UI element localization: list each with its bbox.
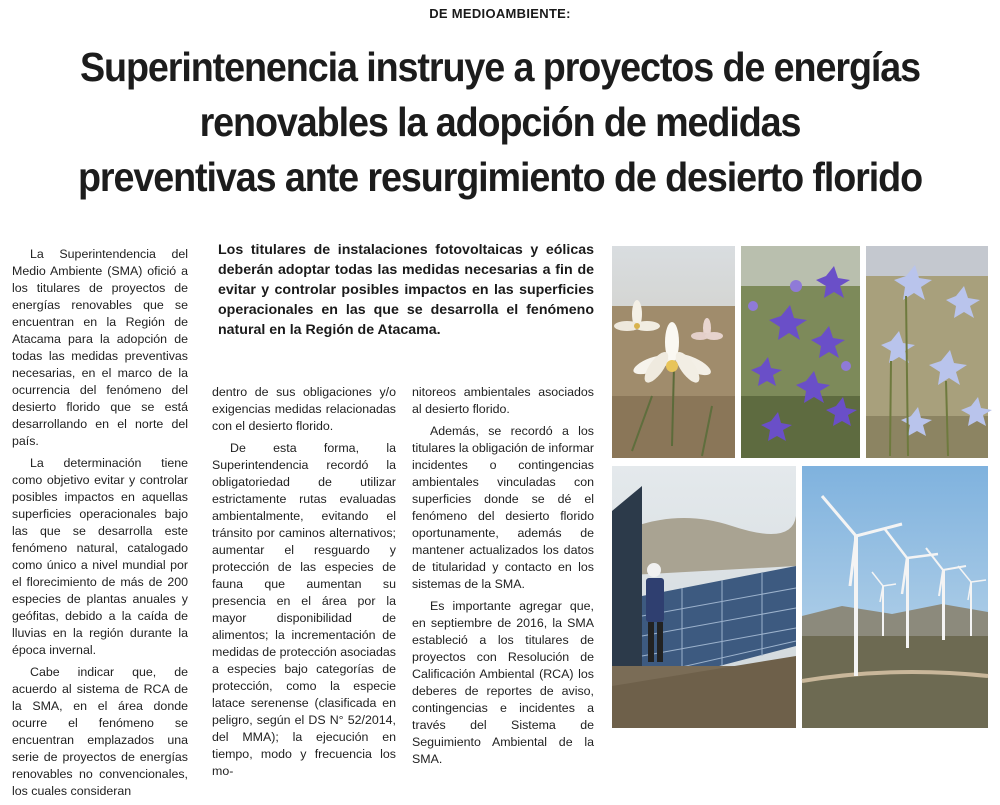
photo-solar-panels <box>612 466 796 728</box>
photo-wind-turbines <box>802 466 988 728</box>
lead-paragraph: Los titulares de instalaciones fotovoltaicas y eólicas deberán adoptar todas las medidas necesarias a fin de evitar y controlar posibles impactos en las superficies operacionales en las que se desarrolla el fenómeno natural en la Región de Atacama. <box>218 242 594 338</box>
paragraph: nitoreos ambientales asociados al desierto florido. <box>412 385 594 416</box>
paragraph: De esta forma, la Superintendencia recordó la obligatoriedad de utilizar estrictamente rutas evaluadas ambientalmente, evitando el tránsito por caminos alternativos; aumentar el resguardo y protección de las especies de fauna que aumentan su presencia en el área por la mayor disponibilidad de alimentos; la incrementación de medidas de protección asociadas a especies bajo categorías de protección, como la especie latace serenense (clasificada en peligro, según el DS N° 52/2014, del MMA); la ejecución en tiempo, modo y frecuencia los mo- <box>212 441 396 778</box>
photo-blue-flowers <box>866 246 988 458</box>
paragraph: La Superintendencia del Medio Ambiente (SMA) ofició a los titulares de proyectos de energías renovables que se encuentran en la Región de Atacama para la adopción de todas las medidas preventivas necesarias, en el marco de la ocurrencia del fenómeno del desierto florido que se está desarrollando en el norte del país. <box>12 247 188 448</box>
body-column-2 <box>212 384 396 785</box>
headline-line-1: Superintenencia instruye a proyectos de energías <box>79 44 921 90</box>
body-column-1 <box>12 246 188 805</box>
paragraph: dentro de sus obligaciones y/o exigencias medidas relacionadas con el desierto florido. <box>212 385 396 433</box>
headline-line-2: renovables la adopción de medidas <box>199 99 801 145</box>
paragraph: La determinación tiene como objetivo evitar y controlar posibles impactos en aquellas superficies operacionales bajo las que se desarrolla este fenómeno natural, catalogado como único a nivel mundial por el florecimiento de más de 200 especies de plantas anuales y geófitas, debido a la caída de lluvias en la región durante la época invernal. <box>12 456 188 657</box>
paragraph: Además, se recordó a los titulares la obligación de informar incidentes o contingencias ambientales vinculadas con superficies donde se dé el fenómeno del desierto florido oportunamente, además de mantener actualizados los datos de titularidad y contacto en los sistemas de la SMA. <box>412 424 594 591</box>
headline-line-3: preventivas ante resurgimiento de desierto florido <box>77 154 923 200</box>
paragraph: Es importante agregar que, en septiembre de 2016, la SMA estableció a los titulares de proyectos con Resolución de Calificación Ambiental (RCA) los deberes de reportes de aviso, contingencias e incidentes a través del Sistema de Seguimiento Ambiental de la SMA. <box>412 599 594 766</box>
paragraph: Cabe indicar que, de acuerdo al sistema de RCA de la SMA, en el área donde ocurre el fenómeno se encuentran emplazados una serie de proyectos de energías renovables no convencionales, los cuales consideran <box>12 665 188 798</box>
section-label: DE MEDIOAMBIENTE: <box>429 6 571 21</box>
photo-violet-flowers <box>741 246 860 458</box>
photo-white-lily <box>612 246 735 458</box>
body-column-3 <box>412 384 594 773</box>
headline <box>40 40 960 205</box>
